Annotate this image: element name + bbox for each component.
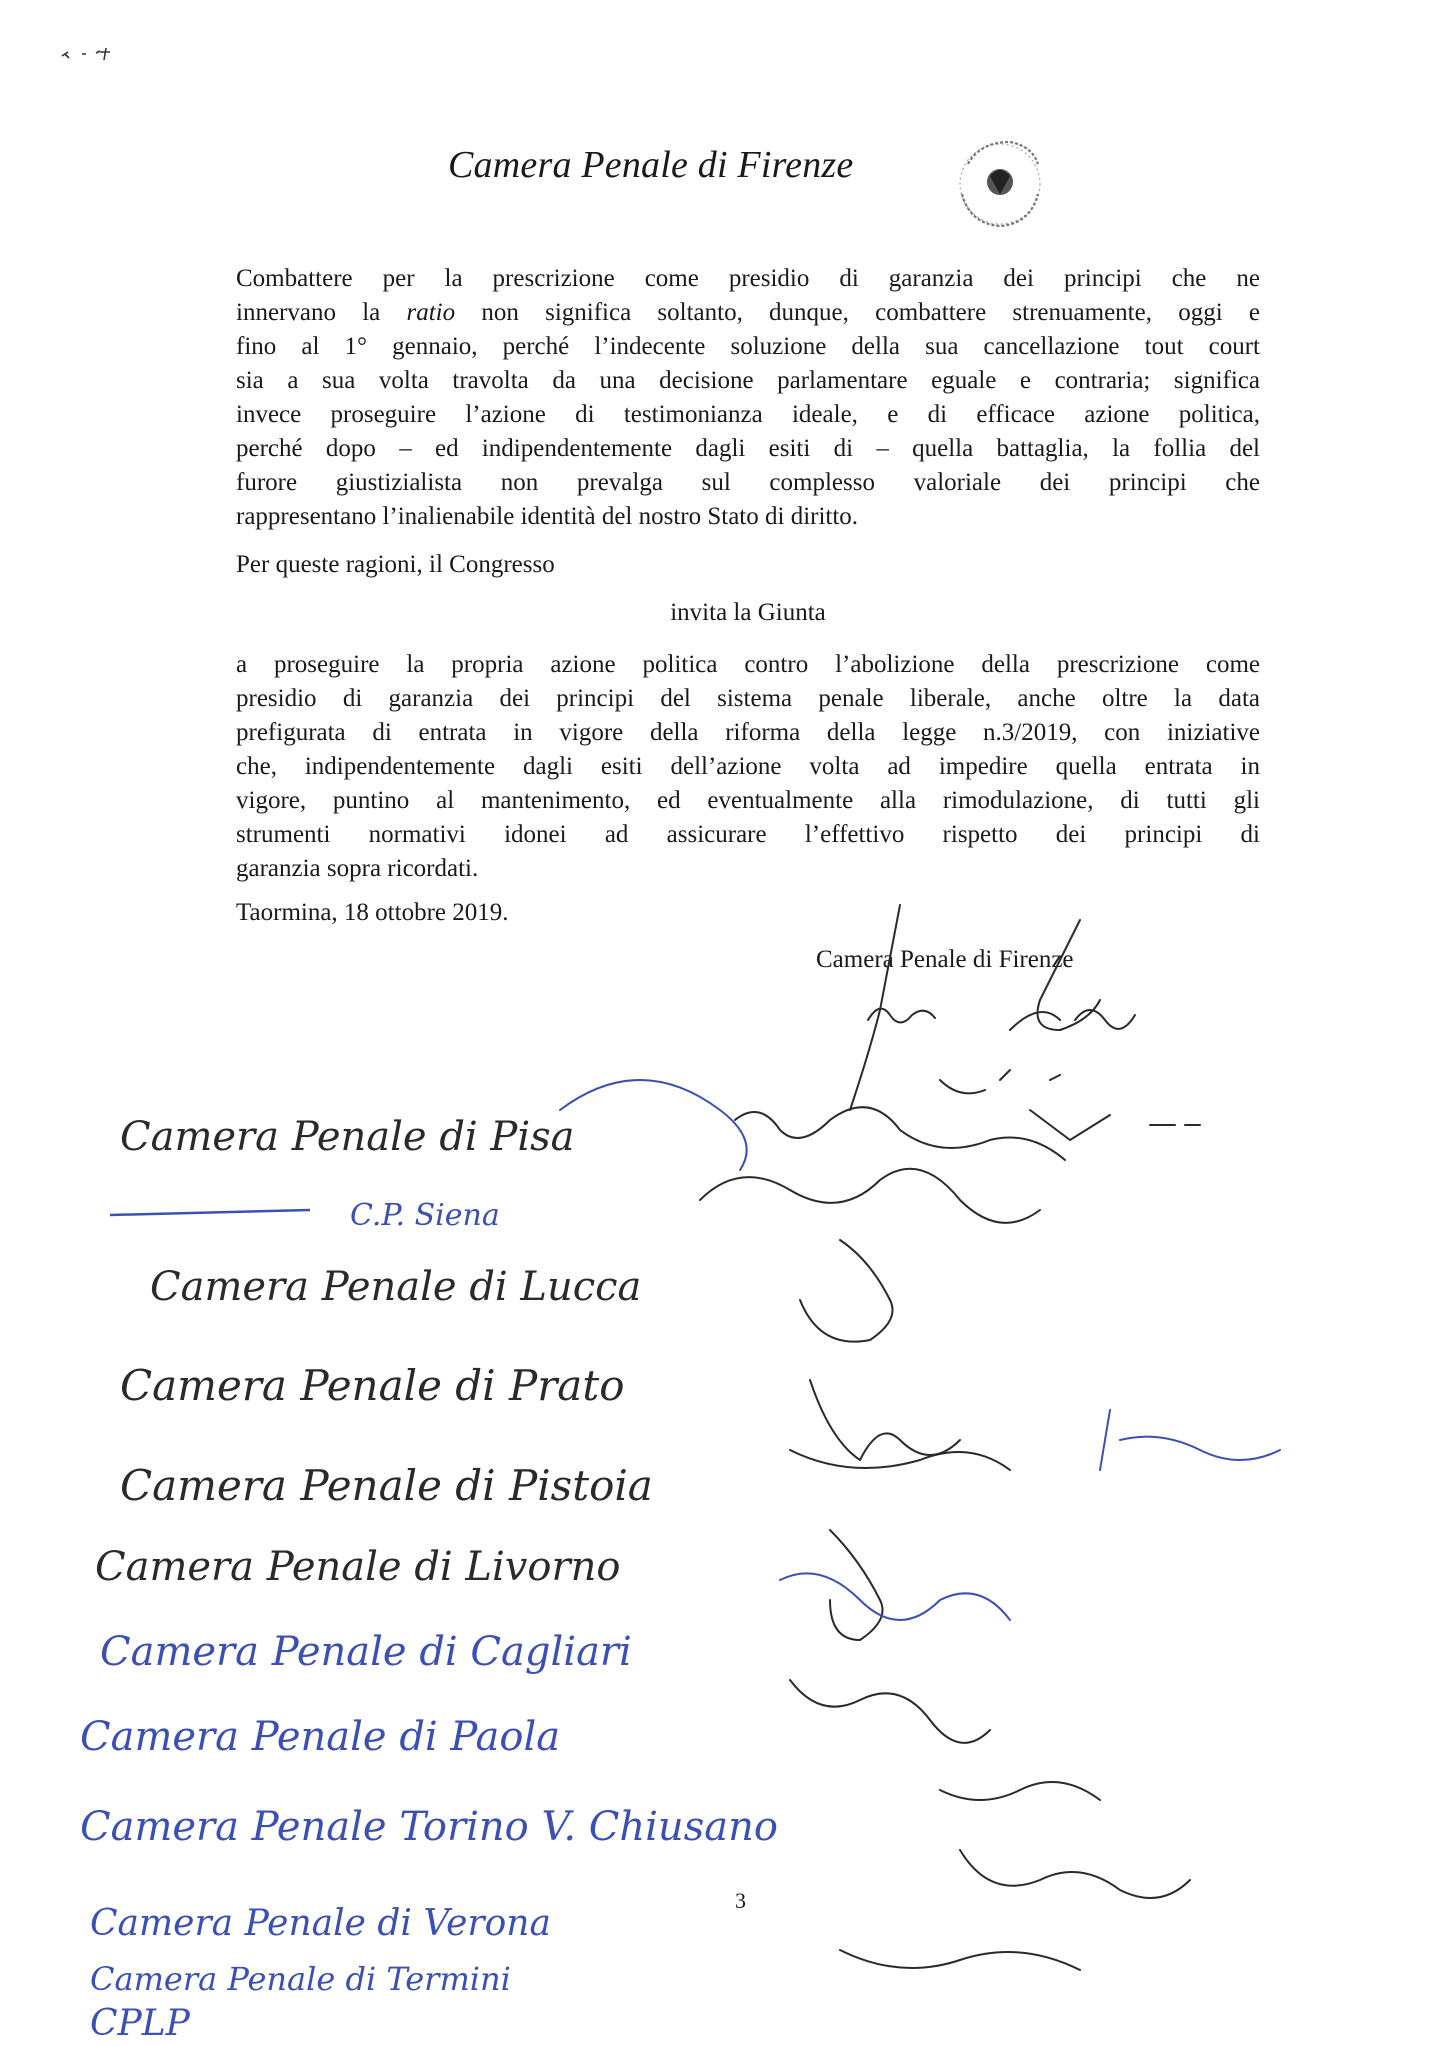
handwritten-entry: CPLP — [90, 2003, 190, 2044]
handwritten-entry: Camera Penale di Pistoia — [120, 1461, 653, 1510]
handwritten-entry: Camera Penale di Termini — [90, 1960, 511, 1998]
paragraph-line: invece proseguire l’azione di testimonianza ideale, e di efficace azione politica, — [236, 401, 1260, 428]
date-line: Taormina, 18 ottobre 2019. — [236, 899, 509, 926]
paragraph-line: furore giustizialista non prevalga sul complesso valoriale dei principi che — [236, 469, 1260, 496]
paragraph-line: strumenti normativi idonei ad assicurare l’effettivo rispetto dei principi di — [236, 821, 1260, 848]
handwritten-entry: C.P. Siena — [350, 1198, 500, 1233]
handwritten-entry: Camera Penale di Lucca — [150, 1264, 642, 1310]
signature-label: Camera Penale di Firenze — [816, 946, 1074, 973]
paragraph-line: perché dopo – ed indipendentemente dagli esiti di – quella battaglia, la follia del — [236, 435, 1260, 462]
paragraph-line: garanzia sopra ricordati. — [236, 855, 479, 882]
paragraph-line: Combattere per la prescrizione come presidio di garanzia dei principi che ne — [236, 265, 1260, 292]
handwritten-entry: Camera Penale Torino V. Chiusano — [80, 1804, 778, 1850]
handwritten-entry: Camera Penale di Prato — [120, 1361, 625, 1410]
handwritten-entry: Camera Penale di Paola — [80, 1714, 561, 1760]
paragraph-line: presidio di garanzia dei principi del sistema penale liberale, anche oltre la data — [236, 685, 1260, 712]
paragraph-line: fino al 1° gennaio, perché l’indecente soluzione della sua cancellazione tout court — [236, 333, 1260, 360]
page-title: Camera Penale di Firenze — [448, 144, 854, 186]
page-number: 3 — [735, 1888, 746, 1913]
paragraph-3: invita la Giunta — [670, 599, 826, 626]
handwritten-entry: Camera Penale di Pisa — [120, 1114, 575, 1160]
handwritten-entry: Camera Penale di Verona — [90, 1903, 551, 1944]
handwritten-entry: Camera Penale di Cagliari — [100, 1629, 632, 1675]
paragraph-line: rappresentano l’inalienabile identità del nostro Stato di diritto. — [236, 503, 859, 530]
handwritten-entry: Camera Penale di Livorno — [95, 1544, 621, 1590]
paragraph-line: che, indipendentemente dagli esiti dell’azione volta ad impedire quella entrata in — [236, 753, 1260, 780]
paragraph-line: sia a sua volta travolta da una decisione parlamentare eguale e contraria; significa — [236, 367, 1260, 394]
paragraph-line: vigore, puntino al mantenimento, ed eventualmente alla rimodulazione, di tutti gli — [236, 787, 1260, 814]
paragraph-line: a proseguire la propria azione politica contro l’abolizione della prescrizione come — [236, 651, 1260, 678]
paragraph-line: innervano la ratio non significa soltanto, dunque, combattere strenuamente, oggi e — [236, 299, 1260, 326]
paragraph-2: Per queste ragioni, il Congresso — [236, 551, 555, 578]
paragraph-line: prefigurata di entrata in vigore della riforma della legge n.3/2019, con iniziative — [236, 719, 1260, 746]
